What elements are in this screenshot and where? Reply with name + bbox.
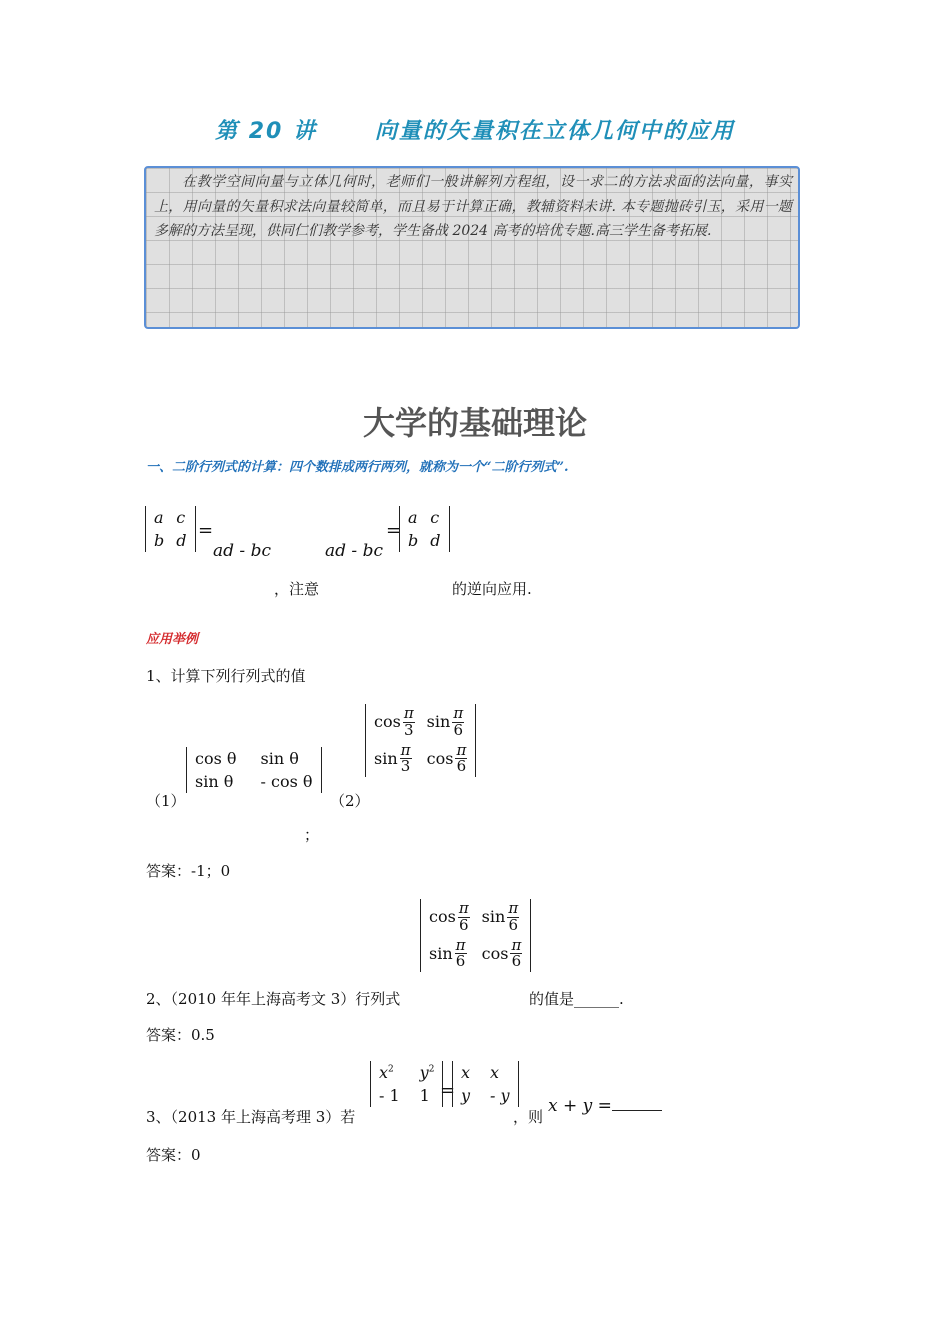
det-entry: sin θ bbox=[195, 772, 234, 791]
det-entry: - y bbox=[490, 1086, 510, 1105]
q2-suffix: 的值是______. bbox=[529, 990, 624, 1008]
det-entry: sin $\frac{\pi}{3}$ bbox=[374, 740, 411, 776]
det-entry: cos $\frac{\pi}{6}$ bbox=[481, 935, 522, 971]
intro-box bbox=[144, 166, 800, 329]
subsection-heading: 一、二阶行列式的计算：四个数排成两行两列，就称为一个“二阶行列式”. bbox=[146, 460, 569, 475]
q1-separator: ； bbox=[304, 826, 320, 844]
det-entry: cos $\frac{\pi}{3}$ bbox=[374, 704, 414, 739]
examples-heading: 应用举例 bbox=[146, 632, 199, 647]
equals-sign: = bbox=[198, 520, 214, 541]
det-entry: b bbox=[408, 531, 419, 550]
q1-matrix-1 bbox=[186, 747, 322, 793]
det-entry: 1 bbox=[419, 1086, 430, 1105]
det-entry: d bbox=[176, 531, 187, 550]
det-entry: $x^2$ bbox=[379, 1063, 394, 1082]
definition-note-end: 的逆向应用. bbox=[452, 580, 532, 598]
answer-blank bbox=[612, 1096, 662, 1111]
definition-determinant-reverse bbox=[399, 506, 450, 552]
definition-determinant bbox=[145, 506, 196, 552]
det-entry: b bbox=[154, 531, 165, 550]
det-entry: x bbox=[490, 1063, 500, 1082]
det-entry: cos $\frac{\pi}{6}$ bbox=[426, 740, 467, 776]
determinant-abcd-reverse bbox=[399, 506, 450, 552]
det-entry: cos $\frac{\pi}{6}$ bbox=[429, 899, 469, 934]
det-entry: - cos θ bbox=[260, 772, 313, 791]
definition-result-reverse: ad - bc bbox=[325, 541, 383, 561]
q3-equals: = bbox=[440, 1080, 456, 1101]
determinant bbox=[370, 1061, 443, 1107]
q1-matrix-2 bbox=[365, 704, 476, 777]
det-entry: sin $\frac{\pi}{6}$ bbox=[481, 899, 519, 934]
det-entry: c bbox=[430, 508, 440, 527]
det-entry: cos θ bbox=[195, 749, 237, 768]
equals-sign-reverse: = bbox=[386, 520, 402, 541]
det-entry: a bbox=[154, 508, 164, 527]
q3-expr-text: x + y = bbox=[548, 1096, 612, 1116]
q3-expression bbox=[548, 1096, 662, 1116]
q3-comma: ，则 bbox=[513, 1108, 544, 1126]
q1-stem: 1、计算下列行列式的值 bbox=[146, 667, 306, 685]
q1-part1-label: （1） bbox=[146, 792, 186, 810]
det-entry: y bbox=[461, 1086, 471, 1105]
definition-note: ，注意 bbox=[274, 580, 320, 598]
q2-matrix bbox=[420, 899, 531, 972]
q1-answer: 答案：-1；0 bbox=[146, 862, 231, 880]
determinant bbox=[452, 1061, 519, 1107]
det-entry: - 1 bbox=[379, 1086, 400, 1105]
det-entry: $y^2$ bbox=[419, 1063, 435, 1082]
determinant-abcd bbox=[145, 506, 196, 552]
det-entry: sin $\frac{\pi}{6}$ bbox=[429, 935, 466, 971]
determinant bbox=[420, 899, 531, 972]
determinant bbox=[365, 704, 476, 777]
det-entry: sin $\frac{\pi}{6}$ bbox=[426, 704, 464, 739]
q3-prefix: 3、（2013 年上海高考理 3）若 bbox=[146, 1108, 356, 1126]
det-entry: sin θ bbox=[260, 749, 299, 768]
q3-matrix-right bbox=[452, 1061, 519, 1107]
q1-part2-label: （2） bbox=[330, 792, 370, 810]
intro-text: 在教学空间向量与立体几何时，老师们一般讲解列方程组，设一求二的方法求面的法向量，事实上，用向量的矢量积求法向量较简单，而且易于计算正确，教辅资料未讲. 本专题抛砖引玉，采用一题多解的方法呈现，供同仁们教学参考，学生备战 2024 高考的培优专题.高三学生备考拓展. bbox=[154, 174, 792, 239]
det-entry: c bbox=[176, 508, 186, 527]
page-title: 第 20 讲 向量的矢量积在立体几何中的应用 bbox=[215, 119, 735, 144]
q3-matrix-left bbox=[370, 1061, 443, 1107]
det-entry: a bbox=[408, 508, 418, 527]
det-entry: x bbox=[461, 1063, 471, 1082]
q2-answer: 答案：0.5 bbox=[146, 1026, 215, 1044]
q3-answer: 答案：0 bbox=[146, 1146, 201, 1164]
det-entry: d bbox=[430, 531, 441, 550]
q2-prefix: 2、（2010 年年上海高考文 3）行列式 bbox=[146, 990, 401, 1008]
section-heading: 大学的基础理论 bbox=[362, 404, 587, 442]
definition-result: ad - bc bbox=[213, 541, 271, 561]
determinant bbox=[186, 747, 322, 793]
